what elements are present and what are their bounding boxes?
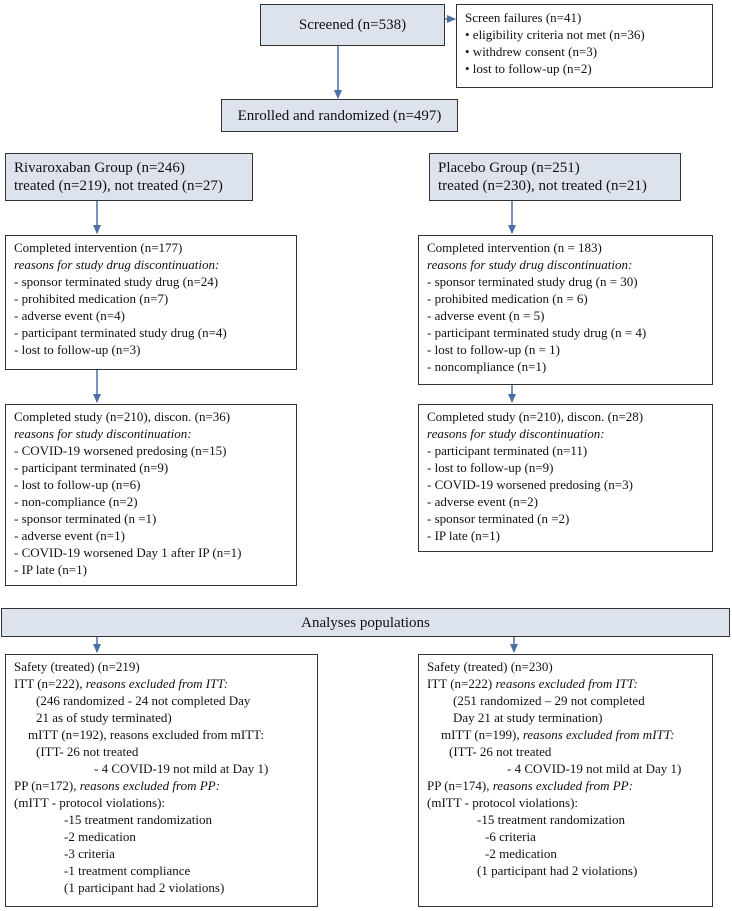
list-item: - COVID-19 worsened predosing (n=3) xyxy=(427,477,633,492)
list-item: - lost to follow-up (n = 1) xyxy=(427,342,560,357)
rivaroxaban-analysis-box xyxy=(5,654,318,907)
rivaroxaban-intervention-box xyxy=(5,235,297,370)
placebo-itt-detail: Day 21 at study termination) xyxy=(453,710,603,725)
screen-failure-item: • eligibility criteria not met (n=36) xyxy=(465,27,645,42)
screen-failure-item: • withdrew consent (n=3) xyxy=(465,44,598,59)
rivaroxaban-study-title: Completed study (n=210), discon. (n=36) xyxy=(14,409,231,424)
rivaroxaban-itt: ITT (n=222), reasons excluded from ITT: xyxy=(14,676,229,691)
rivaroxaban-group-box xyxy=(5,153,253,201)
list-item: -6 criteria xyxy=(485,829,536,844)
placebo-group-box xyxy=(429,153,681,201)
list-item: - prohibited medication (n = 6) xyxy=(427,291,588,306)
placebo-mitt-detail: - 4 COVID-19 not mild at Day 1) xyxy=(507,761,682,776)
list-item: - adverse event (n=1) xyxy=(14,528,125,543)
rivaroxaban-study-box xyxy=(5,404,297,586)
placebo-group-title: Placebo Group (n=251) xyxy=(438,160,580,176)
placebo-group-treated: treated (n=230), not treated (n=21) xyxy=(438,178,647,194)
list-item: - sponsor terminated (n =2) xyxy=(427,511,570,526)
rivaroxaban-group-treated: treated (n=219), not treated (n=27) xyxy=(14,178,223,194)
list-item: - participant terminated study drug (n = 4) xyxy=(427,325,647,340)
list-item: - sponsor terminated study drug (n = 30) xyxy=(427,274,638,289)
placebo-pp: PP (n=174), reasons excluded from PP: xyxy=(427,778,633,793)
list-item: -15 treatment randomization xyxy=(477,812,626,827)
rivaroxaban-group-title: Rivaroxaban Group (n=246) xyxy=(14,160,185,176)
analyses-populations-box xyxy=(1,608,730,637)
rivaroxaban-itt-detail: (246 randomized - 24 not completed Day xyxy=(36,693,251,708)
screen-failures-title: Screen failures (n=41) xyxy=(465,10,582,25)
list-item: - sponsor terminated (n =1) xyxy=(14,511,157,526)
rivaroxaban-intervention-title: Completed intervention (n=177) xyxy=(14,240,183,255)
list-item: - IP late (n=1) xyxy=(427,528,500,543)
rivaroxaban-pp: PP (n=172), reasons excluded from PP: xyxy=(14,778,220,793)
list-item: - COVID-19 worsened Day 1 after IP (n=1) xyxy=(14,545,242,560)
placebo-intervention-reasons: reasons for study drug discontinuation: xyxy=(427,257,633,272)
list-item: - lost to follow-up (n=9) xyxy=(427,460,554,475)
placebo-pp-note: (1 participant had 2 violations) xyxy=(477,863,638,878)
rivaroxaban-mitt-detail: - 4 COVID-19 not mild at Day 1) xyxy=(94,761,269,776)
placebo-safety: Safety (treated) (n=230) xyxy=(427,659,553,674)
rivaroxaban-pp-note: (1 participant had 2 violations) xyxy=(64,880,225,895)
list-item: - adverse event (n=2) xyxy=(427,494,538,509)
list-item: - adverse event (n = 5) xyxy=(427,308,545,323)
enrolled-label: Enrolled and randomized (n=497) xyxy=(237,107,442,124)
rivaroxaban-mitt-detail: (ITT- 26 not treated xyxy=(36,744,139,759)
rivaroxaban-study-reasons: reasons for study discontinuation: xyxy=(14,426,192,441)
list-item: - participant terminated (n=11) xyxy=(427,443,588,458)
placebo-study-box xyxy=(418,404,713,552)
placebo-itt: ITT (n=222) reasons excluded from ITT: xyxy=(427,676,638,691)
placebo-pp-detail: (mITT - protocol violations): xyxy=(427,795,579,810)
rivaroxaban-pp-detail: (mITT - protocol violations): xyxy=(14,795,166,810)
list-item: - lost to follow-up (n=3) xyxy=(14,342,141,357)
list-item: - lost to follow-up (n=6) xyxy=(14,477,141,492)
list-item: -1 treatment compliance xyxy=(64,863,191,878)
placebo-intervention-box xyxy=(418,235,713,385)
screened-label: Screened (n=538) xyxy=(298,17,407,33)
enrolled-box xyxy=(221,99,458,132)
list-item: - participant terminated study drug (n=4) xyxy=(14,325,227,340)
rivaroxaban-intervention-reasons: reasons for study drug discontinuation: xyxy=(14,257,220,272)
placebo-study-title: Completed study (n=210), discon. (n=28) xyxy=(427,409,644,424)
analyses-populations-title: Analyses populations xyxy=(301,614,430,631)
list-item: -3 criteria xyxy=(64,846,115,861)
screen-failures-box xyxy=(456,4,713,88)
list-item: -15 treatment randomization xyxy=(64,812,213,827)
list-item: - COVID-19 worsened predosing (n=15) xyxy=(14,443,227,458)
screen-failure-item: • lost to follow-up (n=2) xyxy=(465,61,592,76)
list-item: - IP late (n=1) xyxy=(14,562,87,577)
list-item: - participant terminated (n=9) xyxy=(14,460,169,475)
rivaroxaban-mitt: mITT (n=192), reasons excluded from mITT: xyxy=(28,727,265,742)
placebo-study-reasons: reasons for study discontinuation: xyxy=(427,426,605,441)
list-item: - prohibited medication (n=7) xyxy=(14,291,169,306)
list-item: - sponsor terminated study drug (n=24) xyxy=(14,274,219,289)
placebo-mitt-detail: (ITT- 26 not treated xyxy=(449,744,552,759)
placebo-intervention-title: Completed intervention (n = 183) xyxy=(427,240,602,255)
placebo-analysis-box xyxy=(418,654,713,907)
placebo-mitt: mITT (n=199), reasons excluded from mITT: xyxy=(441,727,675,742)
list-item: -2 medication xyxy=(64,829,136,844)
screened-box xyxy=(260,4,445,46)
placebo-itt-detail: (251 randomized – 29 not completed xyxy=(453,693,645,708)
rivaroxaban-itt-detail: 21 as of study terminated) xyxy=(36,710,172,725)
list-item: - adverse event (n=4) xyxy=(14,308,125,323)
rivaroxaban-safety: Safety (treated) (n=219) xyxy=(14,659,140,674)
list-item: -2 medication xyxy=(485,846,557,861)
list-item: - noncompliance (n=1) xyxy=(427,359,547,374)
list-item: - non-compliance (n=2) xyxy=(14,494,138,509)
